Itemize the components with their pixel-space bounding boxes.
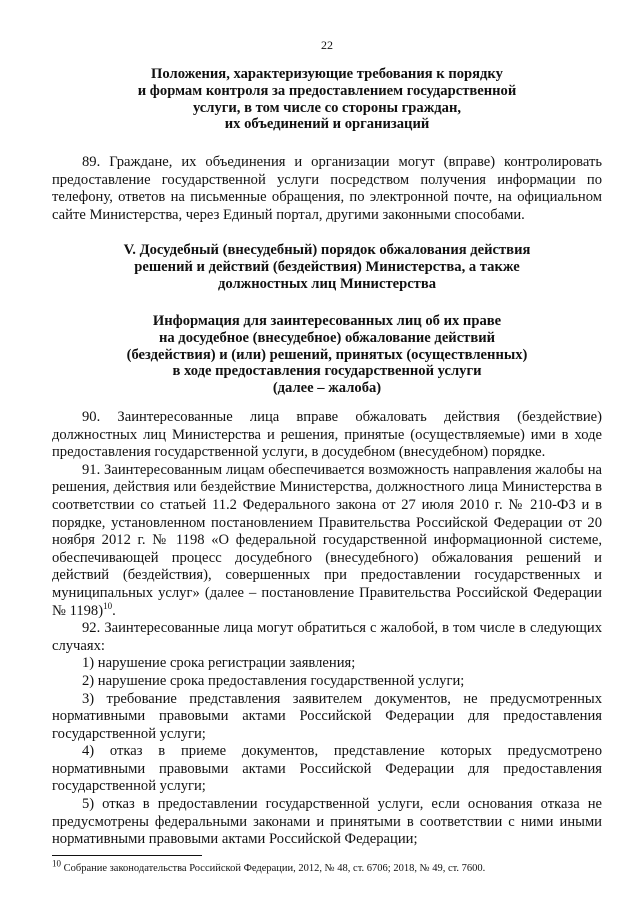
- heading-line: услуги, в том числе со стороны граждан,: [192, 99, 462, 116]
- paragraph-91-text: 91. Заинтересованным лицам обеспечивается возможность направления жалобы на решения, действия или бездействие Министерства, должностного лица Министерства в соответствии со статьей 11.2 Федерального закона от 27 июля 2010 г. № 210-ФЗ и в порядке, установленном постановлением Правительства Российской Федерации от 20 ноября 2012 г. № 1198 «О федеральной государственной информационной системе, обеспечивающей процесс досудебного (внесудебного) обжалования решений и действий (бездействия), совершенных при предоставлении государственных и муниципальных услуг» (далее – постановление Правительства Российской Федерации № 1198): [52, 461, 602, 619]
- heading-line: (бездействия) и (или) решений, принятых (осуществленных): [126, 346, 528, 363]
- chapter-heading: [52, 242, 602, 292]
- paragraph-89: [52, 154, 602, 224]
- heading-line: и формам контроля за предоставлением государственной: [137, 82, 517, 99]
- heading-line: в ходе предоставления государственной услуги: [172, 363, 482, 380]
- heading-line: Положения, характеризующие требования к порядку: [151, 66, 503, 82]
- heading-line: V. Досудебный (внесудебный) порядок обжалования действия: [123, 242, 531, 258]
- footnote-divider: [52, 855, 202, 856]
- heading-line: на досудебное (внесудебное) обжалование действий: [158, 329, 496, 346]
- footnote-mark: 10: [52, 858, 61, 869]
- page-number: 22: [321, 38, 333, 52]
- list-item: 2) нарушение срока предоставления государственной услуги;: [82, 672, 465, 689]
- list-item: 5) отказ в предоставлении государственной услуги, если основания отказа не предусмотрены федеральными законами и принятыми в соответствии с ними иными нормативными правовыми актами Российской Федерации;: [52, 796, 602, 848]
- document-page: [52, 0, 602, 905]
- heading-line: должностных лиц Министерства: [217, 275, 437, 292]
- list-item: 3) требование представления заявителем документов, не предусмотренных нормативными правовыми актами Российской Федерации для предоставления государственной услуги;: [52, 690, 602, 742]
- footnote-text: Собрание законодательства Российской Федерации, 2012, № 48, ст. 6706; 2018, № 49, ст. 7600.: [61, 863, 486, 874]
- heading-line: Информация для заинтересованных лиц об их праве: [152, 313, 502, 329]
- paragraph-90: 90. Заинтересованные лица вправе обжаловать действия (бездействие) должностных лиц Министерства и решения, принятые (осуществляемые) ими в ходе предоставления государственной услуги, в досудебном (внесудебном) порядке.: [52, 409, 602, 461]
- body-text: [52, 409, 602, 849]
- paragraph-91: [52, 462, 602, 620]
- list-item: 1) нарушение срока регистрации заявления;: [82, 655, 356, 672]
- footnote: [52, 858, 602, 875]
- section-heading-control: [52, 66, 602, 133]
- footnote-reference: 10: [103, 600, 113, 611]
- subsection-heading: [52, 313, 602, 397]
- paragraph-91-end: .: [112, 602, 116, 619]
- heading-line: (далее – жалоба): [272, 380, 382, 397]
- heading-line: решений и действий (бездействия) Министерства, а также: [134, 258, 520, 275]
- heading-line: их объединений и организаций: [224, 116, 430, 133]
- list-item: 4) отказ в приеме документов, представление которых предусмотрено нормативными правовыми актами Российской Федерации для предоставления государственной услуги;: [52, 743, 602, 795]
- paragraph-text: 89. Граждане, их объединения и организации могут (вправе) контролировать предоставление государственной услуги посредством получения информации по телефону, ответов на письменные обращения, по электронной почте, на официальном сайте Министерства, через Единый портал, другими законными способами.: [52, 154, 602, 223]
- paragraph-92: 92. Заинтересованные лица могут обратиться с жалобой, в том числе в следующих случаях:: [52, 620, 602, 654]
